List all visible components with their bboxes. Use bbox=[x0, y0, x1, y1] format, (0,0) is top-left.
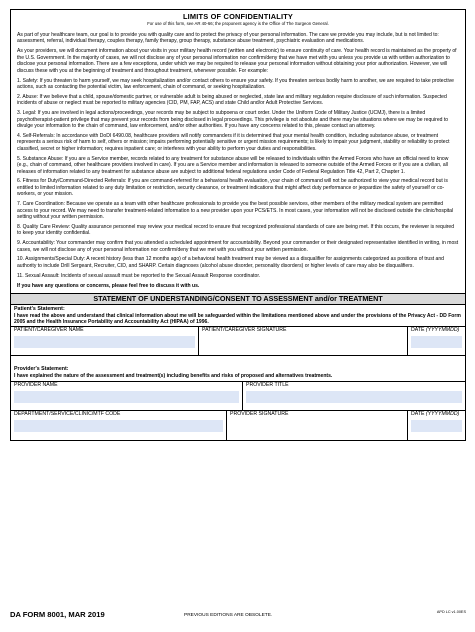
provider-signature-label: PROVIDER SIGNATURE bbox=[230, 410, 289, 417]
patient-date-format: (YYYYMMDD) bbox=[425, 327, 460, 334]
patient-date-label: DATE bbox=[411, 327, 425, 334]
provider-statement-heading: Provider's Statement: bbox=[14, 366, 69, 373]
form-title: LIMITS OF CONFIDENTIALITY bbox=[182, 12, 294, 21]
exception-fitness-for-duty: 6. Fitness for Duty/Command-Directed Referrals: If you are command-referred for a behavioral health evaluation, your chain of command will not be authorized to view your medical record but is entitled to limited information related to any duty limitation or restriction, security clearance, or treatment indications that might affect duty performance or jeopardize the safety of yourself or co-workers, or your mission. bbox=[17, 178, 448, 198]
provider-statement bbox=[11, 365, 465, 380]
section-divider bbox=[11, 355, 465, 365]
form-version: APD LC v1.00ES bbox=[436, 610, 466, 614]
provider-name-row bbox=[11, 381, 465, 410]
form-footer bbox=[10, 610, 466, 622]
documentation-paragraph: As your providers, we will document information about your visits in your military health record (written and electronic) to ensure continuity of care. Your health record is maintained as the property of the U.S. Government. In the majority of cases, we will not disclose any of your personal information nor confirm/deny that we have met with you unless you provide us with written authorization to disclose your personal information. There are a few exceptions, under which we may be required to release your personal information without obtaining your prior authorization. However, we will discuss these with you at the beginning of treatment and throughout treatment, whenever possible. For example: bbox=[17, 48, 457, 74]
consent-section-heading: STATEMENT OF UNDERSTANDING/CONSENT TO ASSESSMENT and/or TREATMENT bbox=[11, 293, 465, 305]
exception-self-referrals: 4. Self-Referrals: In accordance with DoDI 6490.08, healthcare providers will notify commanders if it is determined that your mental health condition, including substance abuse, or treatment represents a serious risk of harm to self, others or mission; impairs performing potentially sensitive or urgent mission requirements; is likely to impair your judgment, stability or reliability to protect classified, secret or higher information; requires inpatient care; or interferes with your ability to perform your duties and responsibilities. bbox=[17, 132, 450, 152]
exception-assignments: 10. Assignments/Special Duty: A recent history (less than 12 months ago) of a behavioral health treatment may be viewed as a disqualifier for assignments categorized as positions of trust and authority to include Drill Sergeant, Recruiter, CID, and SHARP. Certain diagnoses (alcohol abuse disorder, personality disorders) or higher levels of care may also be disqualifiers. bbox=[17, 256, 444, 269]
patient-statement-text: I have read the above and understand that clinical information about me will be safeguarded within the limitations mentioned above and under the provisions of the Privacy Act - DD Form 2005 and the Health Insurance Portability and Accountability Act (HIPAA) of 1996. bbox=[14, 312, 461, 326]
provider-title-label: PROVIDER TITLE bbox=[246, 381, 289, 388]
provider-title-field[interactable] bbox=[246, 391, 462, 403]
exception-sexual-assault: 11. Sexual Assault: Incidents of sexual assault must be reported to the Sexual Assault Response coordinator. bbox=[17, 272, 261, 279]
patient-signature-cell bbox=[198, 327, 407, 355]
patient-name-cell bbox=[11, 327, 198, 355]
provider-signature-cell bbox=[226, 411, 407, 440]
exception-care-coordination: 7. Care Coordination: Because we operate as a team with other healthcare professionals to provide you the best possible services, other members of the military medical system are permitted access to your record. We may need to transfer treatment-related information to a new provider upon your PCS/ETS. In most cases, your information will not be disclosed outside the clinic/hospital setting without your written permission. bbox=[17, 201, 454, 220]
obsolete-note: PREVIOUS EDITIONS ARE OBSOLETE. bbox=[184, 613, 273, 618]
provider-date-cell bbox=[407, 411, 465, 440]
provider-statement-text: I have explained the nature of the assessment and treatment(s) including benefits and risks of proposed and alternatives treatments. bbox=[14, 373, 333, 380]
form-subtitle: For use of this form, see AR 40-66; the proponent agency is the Office of The Surgeon General. bbox=[147, 21, 329, 26]
patient-signature-row bbox=[11, 326, 465, 355]
patient-signature-label: PATIENT/CAREGIVER SIGNATURE bbox=[202, 327, 287, 334]
provider-date-format: (YYYYMMDD) bbox=[425, 410, 460, 417]
exception-legal: 3. Legal: If you are involved in legal actions/proceedings, your records may be subject to subpoena or court order. Under the Uniform Code of Military Justice (UCMJ), there is a limited psychotherapist-patient privilege that may prevent your records from being disclosed in legal proceedings. This privilege is not absolute and there may be situations where we may be required to divulge your information to the chain of command, law enforcement, and/or other authorities. If you have any concerns related to this, please contact an attorney. bbox=[17, 110, 449, 129]
form-header bbox=[11, 10, 465, 27]
provider-signature-row bbox=[11, 410, 465, 440]
patient-date-field[interactable] bbox=[411, 336, 462, 348]
department-label: DEPARTMENT/SERVICE/CLINIC/MTF CODE bbox=[14, 410, 121, 417]
exception-substance-abuse: 5. Substance Abuse: If you are a Service member, records related to any treatment for substance abuse will be released to individuals within the Armed Forces who have an official need to know (e.g., chain of command, other healthcare providers involved in care). If you are a Service member and information is released to someone outside of the Armed Forces or if you are a civilian, all releases of information related to any treatment for substance abuse are subject to additional federal regulations under Code of Federal Regulation Title 42, Part 2, Chapter 1. bbox=[17, 155, 449, 175]
questions-note: If you have any questions or concerns, please feel free to discuss it with us. bbox=[17, 283, 200, 290]
confidentiality-text bbox=[11, 27, 465, 290]
patient-date-cell bbox=[407, 327, 465, 355]
exception-abuse: 2. Abuse: If we believe that a child, spouse/domestic partner, or vulnerable adult is being abused or neglected, state law and military regulation require disclosure of such information. Suspected incidents of abuse or neglect must be reported to military agencies (CID, PM, FAP, ACS) and state Child and/or Adult Protective Services. bbox=[17, 93, 447, 107]
department-field[interactable] bbox=[14, 420, 223, 432]
form-page bbox=[10, 9, 466, 441]
patient-name-label: PATIENT/CAREGIVER NAME bbox=[14, 327, 84, 334]
intro-paragraph: As part of your healthcare team, our goal is to provide you with quality care and to protect the privacy of your personal information. The care we provide you may include, but is not limited to: assessment, referral, individual therapy, couples therapy, family therapy, group therapy, substance abuse treatment, psychiatric evaluation and medications. bbox=[17, 32, 439, 45]
exception-quality-care-review: 8. Quality Care Review: Quality assurance personnel may review your medical record to ensure that recognized professional standards of care are being met. If this occurs, the reviewer is required to keep your identity confidential. bbox=[17, 223, 455, 237]
provider-date-label: DATE bbox=[411, 410, 425, 417]
provider-name-field[interactable] bbox=[14, 391, 239, 403]
exception-accountability: 9. Accountability: Your commander may confirm that you attended a scheduled appointment for accountability. Beyond your commander or their designated representative identified in writing, in most cases, we will not disclose any of your personal information nor confirm/deny that we met with you without your written permission. bbox=[17, 240, 459, 253]
provider-name-cell bbox=[11, 382, 242, 410]
patient-statement bbox=[11, 305, 465, 327]
patient-name-field[interactable] bbox=[14, 336, 195, 348]
provider-name-label: PROVIDER NAME bbox=[14, 381, 58, 388]
exception-safety: 1. Safety: If you threaten to harm yourself, we may seek hospitalization and/or contact others to ensure your safety. If you threaten serious bodily harm to another, we are required to take protective actions, such as contacting the potential victim, law enforcement, chain of command, or seeking hospitalization. bbox=[17, 77, 454, 90]
department-cell bbox=[11, 411, 226, 440]
provider-title-cell bbox=[242, 382, 465, 410]
provider-date-field[interactable] bbox=[411, 420, 462, 432]
form-number: DA FORM 8001, MAR 2019 bbox=[10, 610, 105, 619]
patient-statement-heading: Patient's Statement: bbox=[14, 305, 65, 312]
